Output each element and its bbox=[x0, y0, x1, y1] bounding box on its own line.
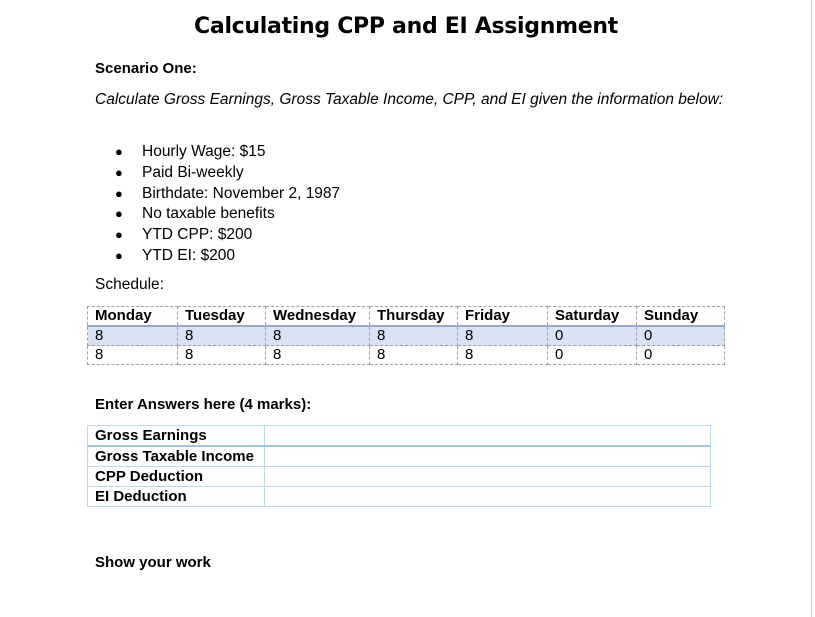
table-cell[interactable]: 8 bbox=[266, 326, 370, 346]
document-title: Calculating CPP and EI Assignment bbox=[194, 14, 618, 39]
table-row bbox=[88, 326, 725, 346]
schedule-label: Schedule: bbox=[95, 276, 164, 293]
table-cell[interactable]: 8 bbox=[458, 326, 548, 346]
answers-table bbox=[87, 425, 711, 507]
table-cell[interactable]: 8 bbox=[370, 346, 458, 365]
answer-field-ei-deduction[interactable] bbox=[265, 487, 711, 507]
list-item bbox=[95, 246, 340, 267]
column-header-saturday: Saturday bbox=[548, 307, 637, 327]
list-item bbox=[95, 184, 340, 205]
page-edge bbox=[811, 0, 812, 617]
table-cell[interactable]: 0 bbox=[548, 326, 637, 346]
scenario-heading: Scenario One: bbox=[95, 60, 197, 77]
schedule-header-row bbox=[88, 307, 725, 327]
answer-row-gross-taxable-income bbox=[88, 446, 711, 467]
table-row bbox=[88, 346, 725, 365]
table-cell[interactable]: 8 bbox=[370, 326, 458, 346]
table-cell[interactable]: 8 bbox=[88, 326, 178, 346]
table-cell[interactable]: 0 bbox=[548, 346, 637, 365]
column-header-friday: Friday bbox=[458, 307, 548, 327]
bullet-icon: ● bbox=[115, 227, 123, 243]
bullet-icon: ● bbox=[115, 247, 123, 263]
list-item bbox=[95, 163, 340, 184]
info-item-pay-frequency: Paid Bi-weekly bbox=[142, 163, 244, 181]
bullet-icon: ● bbox=[115, 164, 123, 180]
show-work-label: Show your work bbox=[95, 554, 211, 571]
answers-heading: Enter Answers here (4 marks): bbox=[95, 396, 312, 413]
bullet-icon: ● bbox=[115, 185, 123, 201]
column-header-wednesday: Wednesday bbox=[266, 307, 370, 327]
bullet-icon: ● bbox=[115, 206, 123, 222]
column-header-sunday: Sunday bbox=[637, 307, 725, 327]
answer-label-cpp-deduction: CPP Deduction bbox=[88, 467, 265, 487]
info-item-birthdate: Birthdate: November 2, 1987 bbox=[142, 184, 341, 202]
list-item bbox=[95, 225, 340, 246]
table-cell[interactable]: 8 bbox=[178, 346, 266, 365]
answer-label-ei-deduction: EI Deduction bbox=[88, 487, 265, 507]
info-item-ytd-cpp: YTD CPP: $200 bbox=[142, 226, 253, 244]
schedule-table bbox=[87, 306, 725, 365]
table-cell[interactable]: 8 bbox=[458, 346, 548, 365]
table-cell[interactable]: 8 bbox=[178, 326, 266, 346]
answer-row-ei-deduction bbox=[88, 487, 711, 507]
answer-row-cpp-deduction bbox=[88, 467, 711, 487]
info-item-ytd-ei: YTD EI: $200 bbox=[142, 246, 236, 264]
info-list bbox=[95, 142, 340, 267]
info-item-benefits: No taxable benefits bbox=[142, 205, 275, 223]
list-item bbox=[95, 142, 340, 163]
table-cell[interactable]: 8 bbox=[88, 346, 178, 365]
answer-field-cpp-deduction[interactable] bbox=[265, 467, 711, 487]
answer-row-gross-earnings bbox=[88, 426, 711, 447]
info-item-hourly-wage: Hourly Wage: $15 bbox=[142, 143, 266, 160]
column-header-tuesday: Tuesday bbox=[178, 307, 266, 327]
column-header-monday: Monday bbox=[88, 307, 178, 327]
list-item bbox=[95, 204, 340, 225]
table-cell[interactable]: 0 bbox=[637, 326, 725, 346]
bullet-icon: ● bbox=[115, 144, 123, 159]
table-cell[interactable]: 0 bbox=[637, 346, 725, 365]
table-cell[interactable]: 8 bbox=[266, 346, 370, 365]
answer-field-gross-taxable-income[interactable] bbox=[265, 446, 711, 467]
answer-field-gross-earnings[interactable] bbox=[265, 426, 711, 447]
instructions-text: Calculate Gross Earnings, Gross Taxable Income, CPP, and EI given the information below: bbox=[95, 91, 724, 108]
answer-label-gross-earnings: Gross Earnings bbox=[88, 426, 265, 447]
column-header-thursday: Thursday bbox=[370, 307, 458, 327]
answer-label-gross-taxable-income: Gross Taxable Income bbox=[88, 446, 265, 467]
